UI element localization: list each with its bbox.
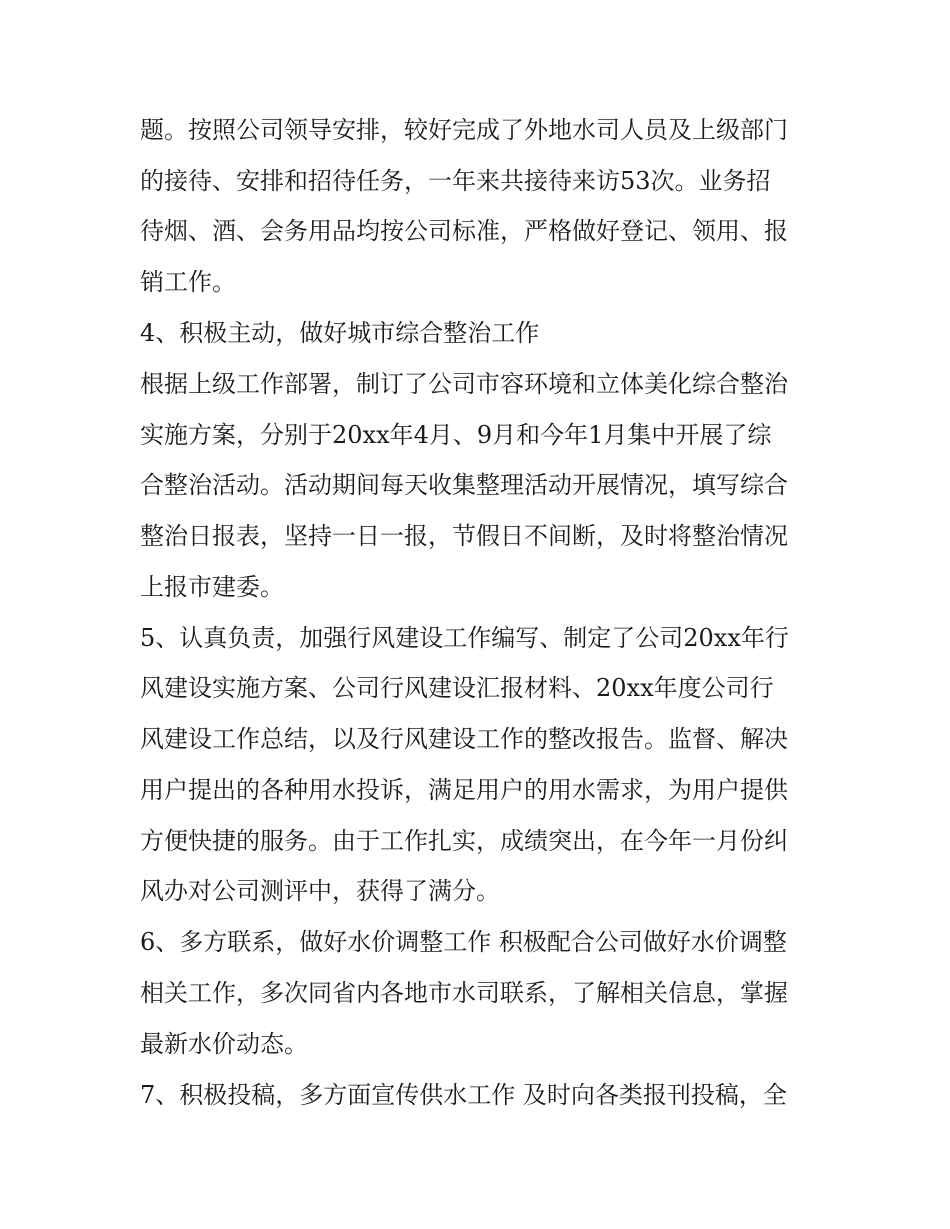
text-line: 最新水价动态。 <box>140 1030 308 1058</box>
text-line: 的接待、安排和招待任务，一年来共接待来访53次。业务招 <box>140 167 771 195</box>
text-line: 风建设实施方案、公司行风建设汇报材料、20xx年度公司行 <box>140 674 774 702</box>
text-line: 待烟、酒、会务用品均按公司标准，严格做好登记、领用、报 <box>140 217 788 245</box>
text-line: 相关工作，多次同省内各地市水司联系，了解相关信息，掌握 <box>140 979 788 1007</box>
text-line: 上报市建委。 <box>140 573 284 601</box>
text-line: 风办对公司测评中，获得了满分。 <box>140 877 500 905</box>
text-line: 风建设工作总结，以及行风建设工作的整改报告。监督、解决 <box>140 725 788 753</box>
text-line: 销工作。 <box>140 268 236 296</box>
text-line: 用户提出的各种用水投诉，满足用户的用水需求，为用户提供 <box>140 776 788 804</box>
text-line: 合整治活动。活动期间每天收集整理活动开展情况，填写综合 <box>140 471 788 499</box>
text-line: 题。按照公司领导安排，较好完成了外地水司人员及上级部门 <box>140 116 788 144</box>
text-line: 方便快捷的服务。由于工作扎实，成绩突出，在今年一月份纠 <box>140 827 788 855</box>
text-line: 整治日报表，坚持一日一报，节假日不间断，及时将整治情况 <box>140 522 788 550</box>
section-heading-6: 6、多方联系，做好水价调整工作 积极配合公司做好水价调整 <box>140 928 787 956</box>
text-line: 实施方案，分别于20xx年4月、9月和今年1月集中开展了综 <box>140 421 772 449</box>
section-heading-4: 4、积极主动，做好城市综合整治工作 <box>140 319 540 347</box>
text-line: 根据上级工作部署，制订了公司市容环境和立体美化综合整治 <box>140 370 788 398</box>
section-heading-7: 7、积极投稿，多方面宣传供水工作 及时向各类报刊投稿，全 <box>140 1081 787 1109</box>
section-heading-5: 5、认真负责，加强行风建设工作编写、制定了公司20xx年行 <box>140 624 789 652</box>
